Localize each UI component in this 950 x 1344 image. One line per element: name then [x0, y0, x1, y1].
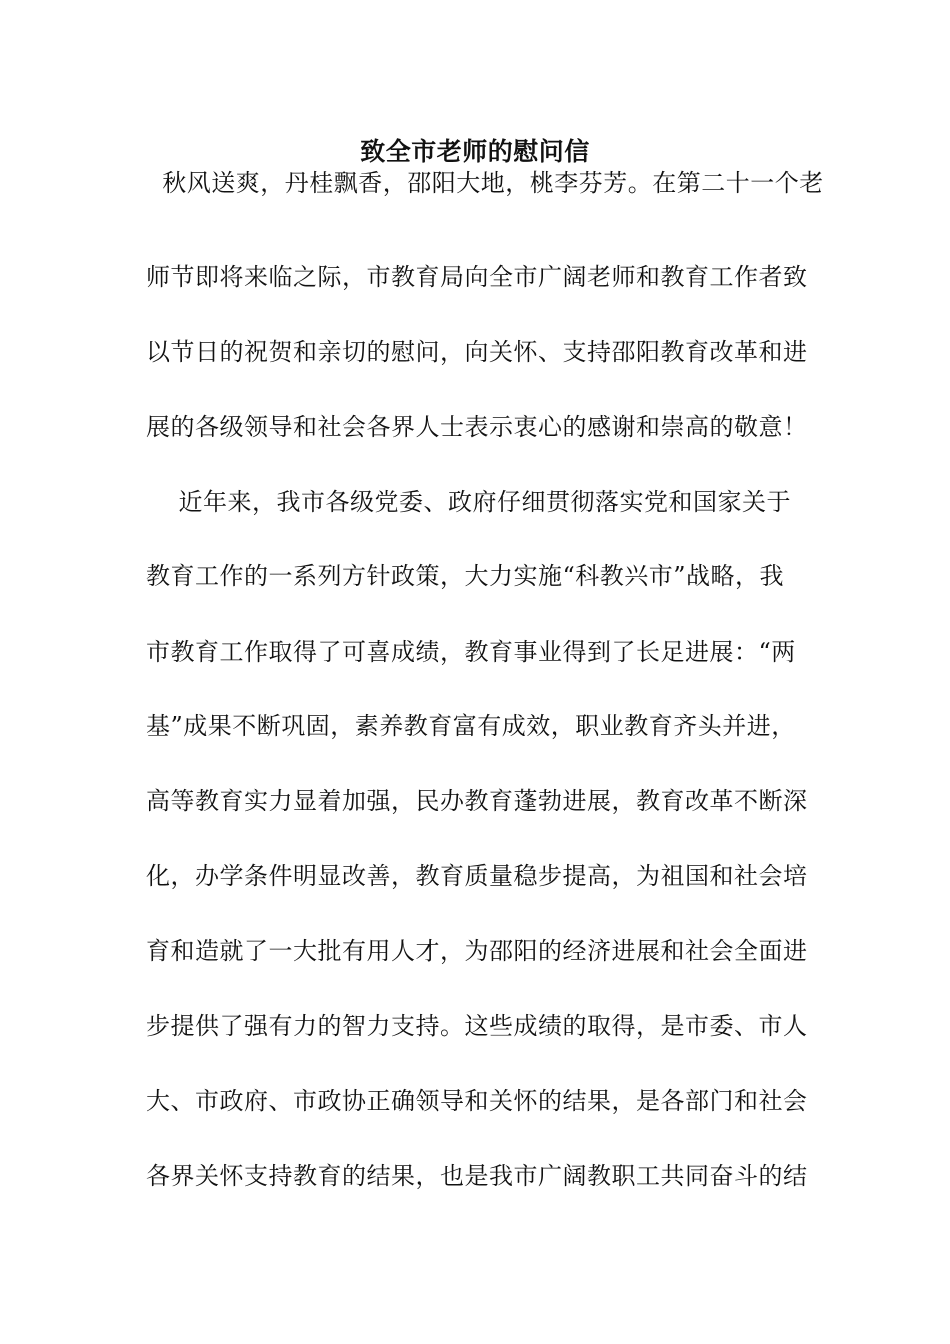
- body-line-6: 教育工作的一系列方针政策，大力实施“科教兴市”战略，我: [146, 562, 785, 590]
- body-line-12: 步提供了强有力的智力支持。这些成绩的取得，是市委、市人: [146, 1012, 808, 1040]
- body-line-2: 师节即将来临之际，市教育局向全市广阔老师和教育工作者致: [146, 263, 808, 291]
- body-line-8: 基”成果不断巩固，素养教育富有成效，职业教育齐头并进，: [146, 712, 796, 740]
- body-line-13: 大、市政府、市政协正确领导和关怀的结果，是各部门和社会: [146, 1087, 808, 1115]
- body-line-3: 以节日的祝贺和亲切的慰问，向关怀、支持邵阳教育改革和进: [146, 338, 808, 366]
- body-line-7: 市教育工作取得了可喜成绩，教育事业得到了长足进展：“两: [146, 638, 796, 666]
- body-line-1: 秋风送爽，丹桂飘香，邵阳大地，桃李芬芳。在第二十一个老: [146, 169, 824, 197]
- document-title: 致全市老师的慰问信: [360, 137, 590, 166]
- body-line-9: 高等教育实力显着加强，民办教育蓬勃进展，教育改革不断深: [146, 787, 808, 815]
- body-line-14: 各界关怀支持教育的结果，也是我市广阔教职工共同奋斗的结: [146, 1162, 808, 1190]
- body-line-10: 化，办学条件明显改善，教育质量稳步提高，为祖国和社会培: [146, 862, 808, 890]
- body-line-11: 育和造就了一大批有用人才，为邵阳的经济进展和社会全面进: [146, 937, 808, 965]
- body-line-5: 近年来，我市各级党委、政府仔细贯彻落实党和国家关于: [146, 488, 792, 516]
- body-line-4: 展的各级领导和社会各界人士表示衷心的感谢和崇高的敬意！: [146, 413, 808, 441]
